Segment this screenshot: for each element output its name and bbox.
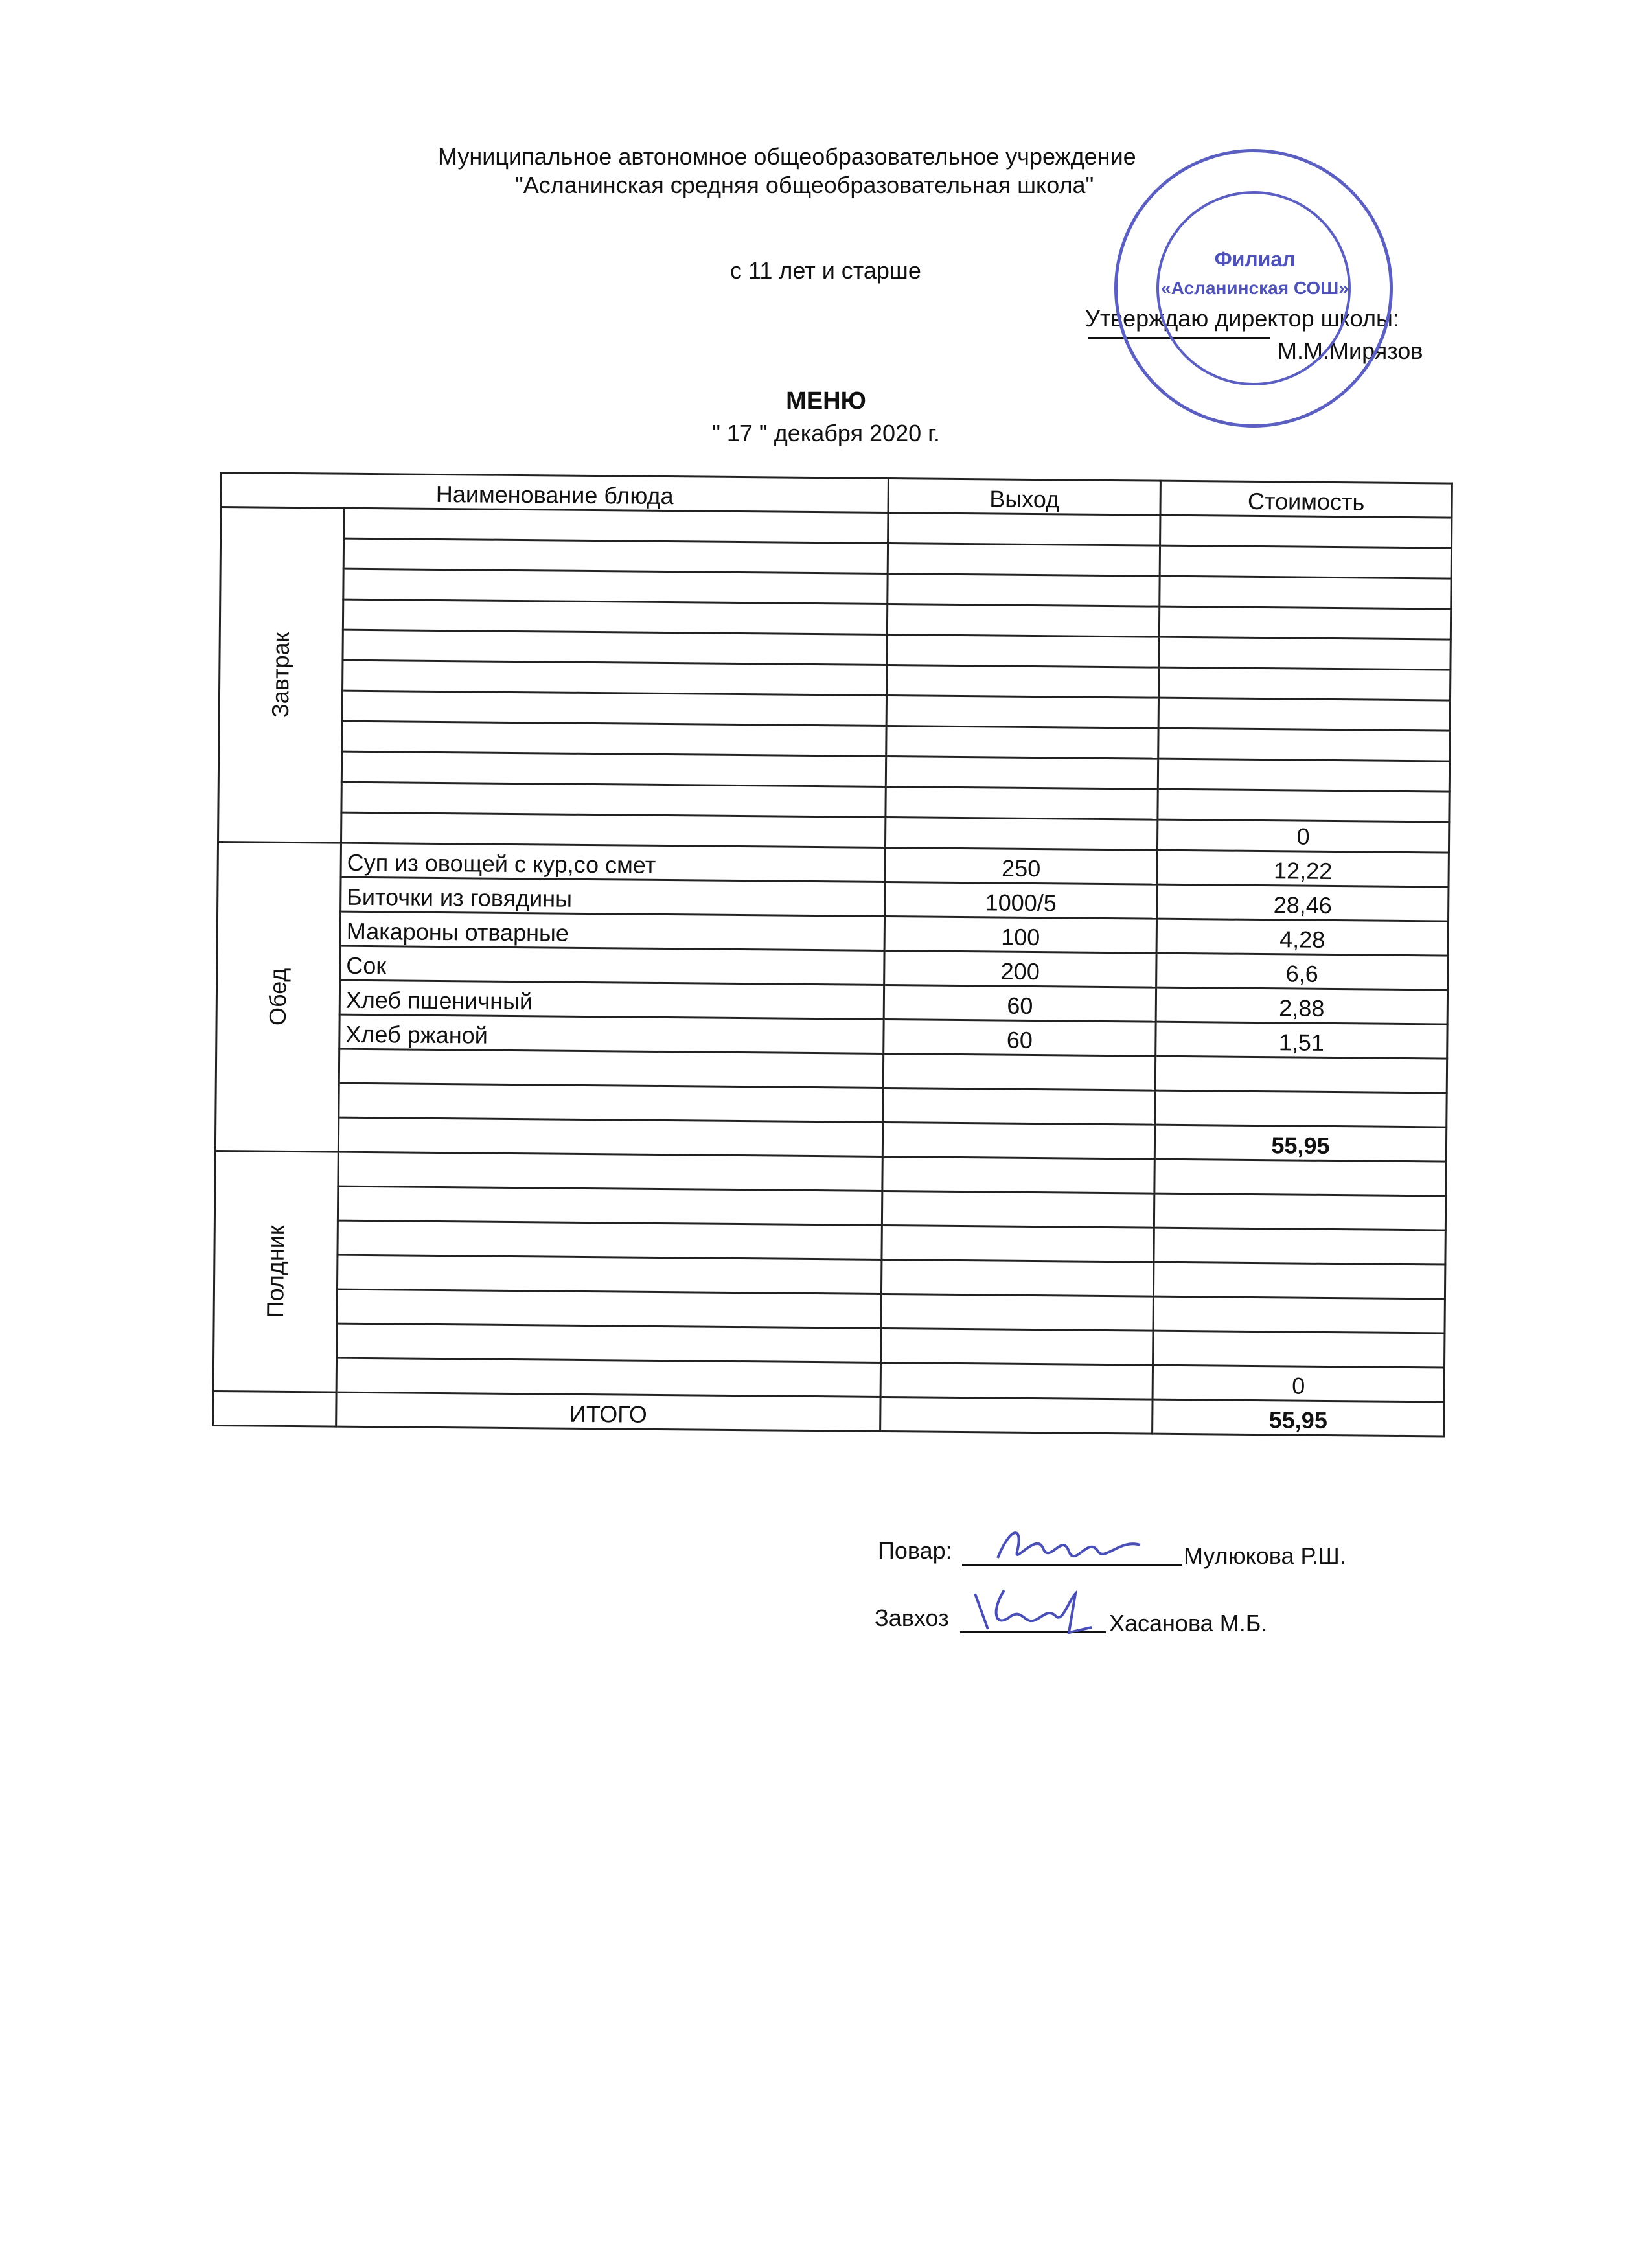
cook-signature bbox=[991, 1519, 1147, 1571]
dish-name: Суп из овощей с кур,со смет bbox=[341, 843, 885, 882]
column-header-yield: Выход bbox=[888, 479, 1160, 516]
storekeeper-signature bbox=[965, 1581, 1095, 1639]
org-name-line1: Муниципальное автономное общеобразовательное учреждение bbox=[438, 143, 1136, 170]
dish-yield: 60 bbox=[884, 1019, 1156, 1056]
director-name: М.М.Мирязов bbox=[1278, 338, 1423, 364]
dish-name: Хлеб пшеничный bbox=[339, 980, 884, 1019]
stamp-line1: Филиал bbox=[1214, 247, 1296, 271]
cook-name: Мулюкова Р.Ш. bbox=[1184, 1542, 1346, 1569]
cook-label: Повар: bbox=[878, 1537, 952, 1564]
dish-yield: 1000/5 bbox=[885, 882, 1157, 919]
dish-yield: 60 bbox=[884, 985, 1156, 1022]
total-label: ИТОГО bbox=[336, 1392, 880, 1431]
section-snack-label: Полдник bbox=[262, 1225, 290, 1318]
dish-cost: 2,88 bbox=[1156, 987, 1447, 1024]
snack-total: 0 bbox=[1153, 1365, 1444, 1402]
dish-yield: 200 bbox=[884, 950, 1156, 987]
section-breakfast bbox=[218, 507, 345, 843]
org-name-line2: "Асланинская средняя общеобразовательная школа" bbox=[515, 172, 1094, 198]
section-snack bbox=[213, 1151, 338, 1392]
menu-date: " 17 " декабря 2020 г. bbox=[712, 420, 940, 446]
approve-label: Утверждаю директор школы: bbox=[1085, 305, 1399, 332]
menu-table bbox=[212, 472, 1453, 1438]
dish-name: Макароны отварные bbox=[340, 911, 884, 950]
lunch-total: 55,95 bbox=[1154, 1125, 1446, 1162]
dish-name: Сок bbox=[340, 946, 884, 985]
grand-total: 55,95 bbox=[1153, 1399, 1444, 1436]
storekeeper-name: Хасанова М.Б. bbox=[1109, 1610, 1268, 1636]
dish-cost: 6,6 bbox=[1156, 953, 1448, 990]
dish-cost: 12,22 bbox=[1157, 850, 1449, 887]
breakfast-total: 0 bbox=[1157, 819, 1449, 853]
school-stamp bbox=[1114, 149, 1393, 428]
dish-cost: 28,46 bbox=[1157, 884, 1449, 921]
dish-yield: 250 bbox=[885, 847, 1157, 884]
dish-yield: 100 bbox=[884, 916, 1156, 953]
dish-cost: 4,28 bbox=[1156, 919, 1448, 956]
stamp-line2: «Асланинская СОШ» bbox=[1161, 278, 1349, 298]
column-header-dish: Наименование блюда bbox=[221, 473, 888, 513]
storekeeper-label: Завхоз bbox=[875, 1605, 949, 1631]
dish-name: Биточки из говядины bbox=[341, 877, 885, 916]
section-lunch bbox=[215, 842, 341, 1152]
age-group: с 11 лет и старше bbox=[730, 257, 921, 284]
dish-cost: 1,51 bbox=[1156, 1022, 1447, 1059]
section-lunch-label: Обед bbox=[264, 968, 292, 1026]
dish-name: Хлеб ржаной bbox=[339, 1014, 884, 1053]
section-breakfast-label: Завтрак bbox=[267, 632, 295, 718]
menu-title: МЕНЮ bbox=[786, 387, 866, 415]
column-header-cost: Стоимость bbox=[1160, 481, 1452, 518]
